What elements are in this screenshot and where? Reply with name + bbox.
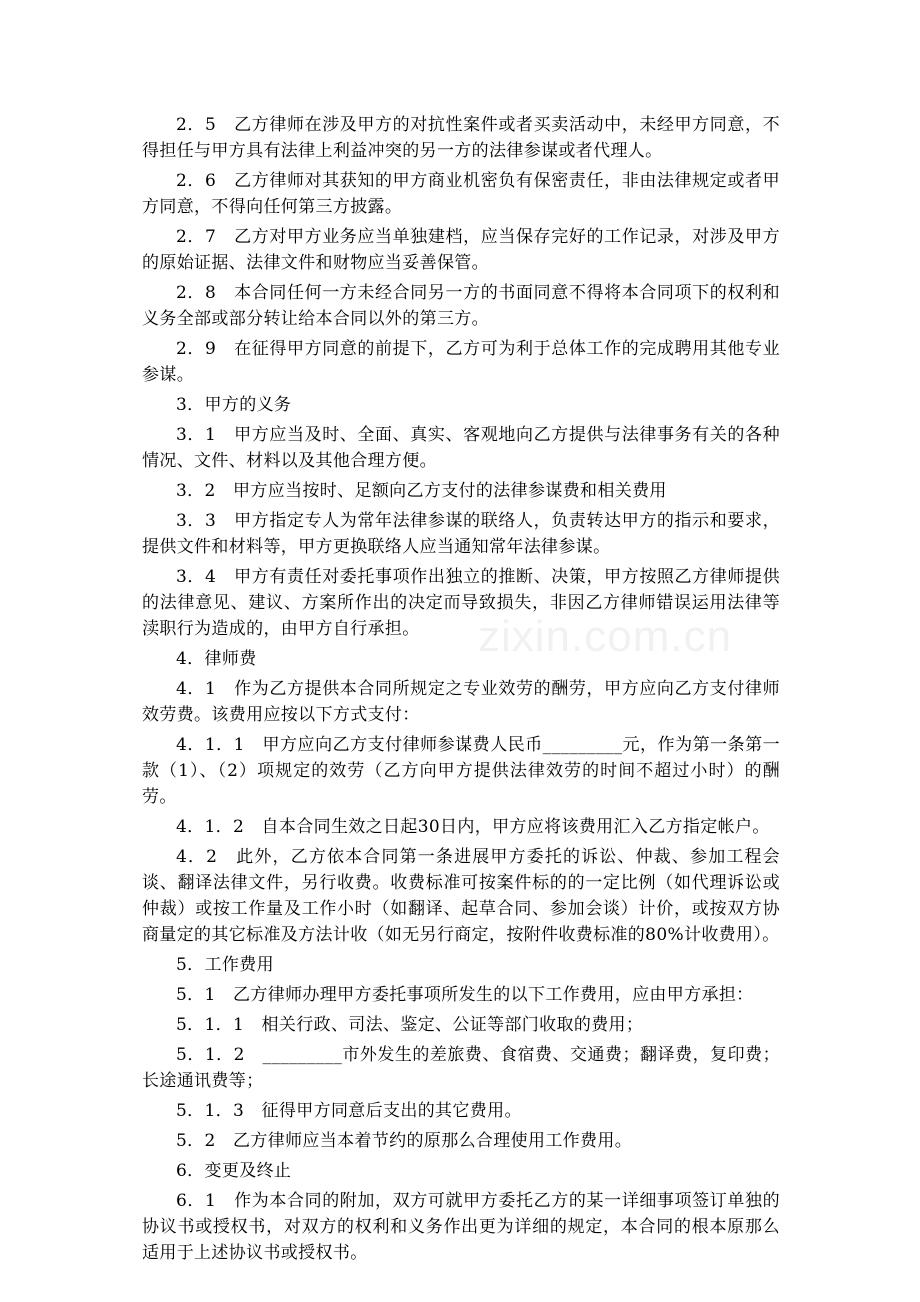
watermark: zixin.com.cn [478, 612, 733, 661]
clause-5-1: 5．1 乙方律师办理甲方委托事项所发生的以下工作费用，应由甲方承担： [176, 985, 754, 1005]
clause-3-4: 3．4 甲方有责任对委托事项作出独立的推断、决策，甲方按照乙方律师提供的法律意见、建议、方案所作出的决定而导致损失，非因乙方律师错误运用法律等渎职行为造成的，由甲方自行承担。 [142, 567, 780, 639]
clause-5-1-2: 5．1．2 _________市外发生的差旅费、食宿费、交通费；翻译费，复印费；长途通讯费等； [142, 1045, 780, 1091]
section-5-heading: 5．工作费用 [176, 955, 274, 975]
clause-2-6: 2．6 乙方律师对其获知的甲方商业机密负有保密责任，非由法律规定或者甲方同意，不得向任何第三方披露。 [142, 171, 780, 217]
clause-4-1: 4．1 作为乙方提供本合同所规定之专业效劳的酬劳，甲方应向乙方支付律师效劳费。该费用应按以下方式支付： [142, 679, 780, 725]
clause-2-5: 2．5 乙方律师在涉及甲方的对抗性案件或者买卖活动中，未经甲方同意，不得担任与甲方具有法律上利益冲突的另一方的法律参谋或者代理人。 [142, 115, 780, 161]
clause-5-1-3: 5．1．3 征得甲方同意后支出的其它费用。 [176, 1101, 522, 1121]
clause-4-2: 4．2 此外，乙方依本合同第一条进展甲方委托的诉讼、仲裁、参加工程会谈、翻译法律文件，另行收费。收费标准可按案件标的的一定比例（如代理诉讼或仲裁）或按工作量及工作小时（如翻译、起草合同、参加会谈）计价，或按双方协商量定的其它标准及方法计收（如无另行商定，按附件收费标准的80%计收费用）。 [142, 847, 780, 945]
clause-2-8: 2．8 本合同任何一方未经合同另一方的书面同意不得将本合同项下的权利和义务全部或部分转让给本合同以外的第三方。 [142, 283, 780, 329]
section-3-heading: 3．甲方的义务 [176, 395, 292, 415]
clause-2-7: 2．7 乙方对甲方业务应当单独建档，应当保存完好的工作记录，对涉及甲方的原始证据、法律文件和财物应当妥善保管。 [142, 227, 780, 273]
clause-5-1-1: 5．1．1 相关行政、司法、鉴定、公证等部门收取的费用； [176, 1015, 644, 1035]
clause-4-1-2: 4．1．2 自本合同生效之日起30日内，甲方应将该费用汇入乙方指定帐户。 [176, 817, 770, 837]
clause-3-2: 3．2 甲方应当按时、足额向乙方支付的法律参谋费和相关费用 [176, 481, 667, 501]
section-6-heading: 6．变更及终止 [176, 1161, 292, 1181]
clause-2-9: 2．9 在征得甲方同意的前提下，乙方可为利于总体工作的完成聘用其他专业参谋。 [142, 339, 780, 385]
clause-4-1-1: 4．1．1 甲方应向乙方支付律师参谋费人民币_________元，作为第一条第一款（1）、（2）项规定的效劳（乙方向甲方提供法律效劳的时间不超过小时）的酬劳。 [142, 735, 780, 807]
section-4-heading: 4．律师费 [176, 649, 257, 669]
clause-3-1: 3．1 甲方应当及时、全面、真实、客观地向乙方提供与法律事务有关的各种情况、文件、材料以及其他合理方便。 [142, 425, 780, 471]
clause-5-2: 5．2 乙方律师应当本着节约的原那么合理使用工作费用。 [176, 1131, 633, 1151]
document-body [142, 112, 780, 1270]
clause-6-1: 6．1 作为本合同的附加，双方可就甲方委托乙方的某一详细事项签订单独的协议书或授权书，对双方的权利和义务作出更为详细的规定，本合同的根本原那么适用于上述协议书或授权书。 [142, 1191, 780, 1263]
clause-3-3: 3．3 甲方指定专人为常年法律参谋的联络人，负责转达甲方的指示和要求，提供文件和材料等，甲方更换联络人应当通知常年法律参谋。 [142, 511, 780, 557]
